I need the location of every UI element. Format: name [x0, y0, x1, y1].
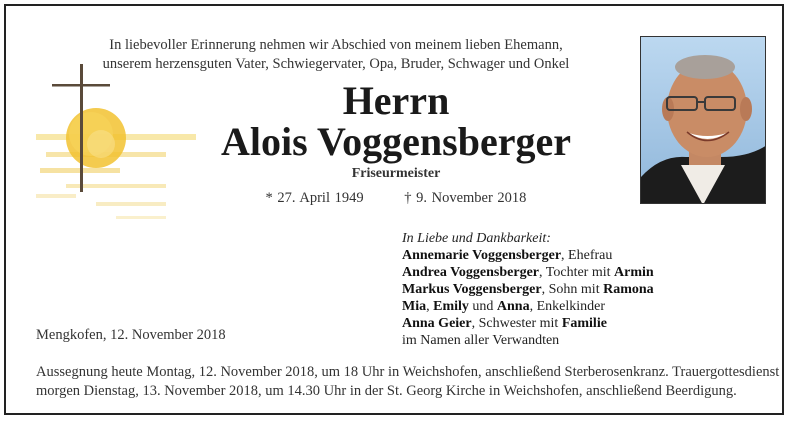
intro-line: In liebevoller Erinnerung nehmen wir Abschied von meinem lieben Ehemann, — [109, 37, 563, 53]
mourner-line — [402, 281, 654, 298]
service-info — [36, 363, 780, 401]
portrait-image — [641, 37, 766, 204]
mourner-relation: , Tochter mit — [539, 265, 615, 280]
mourner-relation: , Enkelkinder — [529, 299, 605, 314]
mourner-line — [402, 264, 654, 281]
place-and-date: Mengkofen, 12. November 2018 — [36, 327, 226, 343]
mourner-relation: , Sohn mit — [541, 282, 604, 297]
intro-line: unserem herzensguten Vater, Schwiegervater, Opa, Bruder, Schwager und Onkel — [102, 56, 570, 72]
death-date: † 9. November 2018 — [404, 190, 527, 206]
mourner-relation: , Ehefrau — [561, 248, 613, 263]
mourner-name: Armin — [614, 265, 654, 280]
obituary-frame — [4, 4, 784, 415]
mourner-name: Anna — [496, 299, 530, 314]
birth-date: * 27. April 1949 — [265, 190, 364, 206]
mourner-name: Andrea Voggensberger — [402, 265, 540, 280]
mourners-heading: In Liebe und Dankbarkeit: — [402, 231, 551, 246]
mourner-line — [402, 247, 654, 264]
mourner-relation: im Namen aller Verwandten — [402, 333, 560, 348]
profession: Friseurmeister — [351, 166, 441, 181]
mourner-name: Annemarie Voggensberger — [402, 248, 562, 263]
mourners-list — [402, 230, 654, 349]
intro-text — [36, 36, 636, 74]
mourner-name: Markus Voggensberger — [402, 282, 542, 297]
service-line: Aussegnung heute Montag, 12. November 2018, um 18 Uhr in Weichshofen, anschließend Sterberosenkranz. Trauergottesdienst — [36, 364, 780, 380]
mourner-relation: , — [426, 299, 434, 314]
mourner-line — [402, 298, 654, 315]
service-line: morgen Dienstag, 13. November 2018, um 14.30 Uhr in der St. Georg Kirche in Weichshofen, anschließend Beerdigung. — [36, 383, 737, 399]
mourner-relation: und — [468, 299, 497, 314]
deceased-name: Alois Voggensberger — [221, 119, 571, 164]
mourner-name: Emily — [433, 299, 469, 314]
mourner-name: Anna Geier — [402, 316, 472, 331]
mourner-name: Mia — [402, 299, 427, 314]
salutation: Herrn — [342, 78, 450, 123]
mourner-line — [402, 332, 654, 349]
mourner-name: Familie — [561, 316, 607, 331]
mourner-name: Ramona — [603, 282, 654, 297]
portrait-photo — [640, 36, 766, 204]
mourner-relation: , Schwester mit — [471, 316, 562, 331]
mourner-line — [402, 315, 654, 332]
